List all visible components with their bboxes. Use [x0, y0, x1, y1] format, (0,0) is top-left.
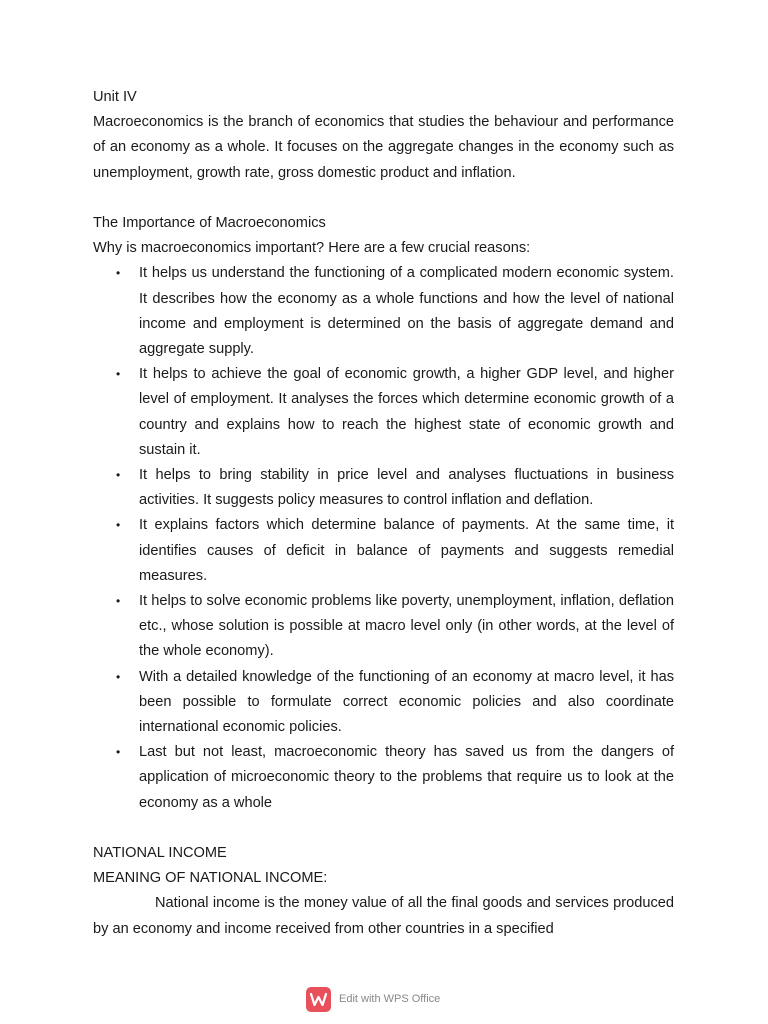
list-item-text: With a detailed knowledge of the functioning of an economy at macro level, it has been possible to formulate correct economic policies and also coordinate international economic policies. [139, 668, 674, 736]
intro-paragraph: Macroeconomics is the branch of economics that studies the behaviour and performance of an economy as a whole. It focuses on the aggregate changes in the economy such as unemployment, growth rate, gross domestic product and inflation. [93, 114, 674, 181]
national-income-heading: NATIONAL INCOME [93, 845, 227, 862]
importance-question: Why is macroeconomics important? Here are a few crucial reasons: [93, 240, 531, 257]
bullet-icon: • [116, 468, 121, 483]
list-item-text: It helps to bring stability in price level and analyses fluctuations in business activities. It suggests policy measures to control inflation and deflation. [139, 467, 674, 509]
bullet-icon: • [116, 367, 121, 382]
list-item [93, 513, 674, 589]
bullet-icon: • [116, 745, 121, 760]
list-item [93, 665, 674, 741]
list-item-text: It helps to achieve the goal of economic growth, a higher GDP level, and higher level of employment. It analyses the forces which determine economic growth of a country and explains how to reach the highest state of economic growth and sustain it. [139, 366, 674, 458]
bullet-icon: • [116, 266, 121, 281]
unit-title: Unit IV [93, 89, 137, 105]
bullet-icon: • [116, 594, 121, 609]
spacer [93, 186, 674, 211]
list-item-text: It helps us understand the functioning of a complicated modern economic system. It describes how the economy as a whole functions and how the level of national income and employment is determined on the basis of aggregate demand and aggregate supply. [139, 265, 674, 358]
wps-logo-icon [306, 987, 331, 1012]
document-page [93, 85, 674, 942]
list-item [93, 463, 674, 513]
wps-edit-banner[interactable] [306, 987, 440, 1011]
meaning-paragraph: National income is the money value of all the final goods and services produced by an economy and income received from other countries in a specified [93, 895, 674, 937]
list-item [93, 261, 674, 362]
importance-heading: The Importance of Macroeconomics [93, 215, 326, 231]
list-item [93, 362, 674, 463]
list-item-text: It helps to solve economic problems like poverty, unemployment, inflation, deflation etc., whose solution is possible at macro level only (in other words, at the level of the whole economy). [139, 593, 674, 660]
bullet-icon: • [116, 669, 121, 684]
wps-edit-label[interactable]: Edit with WPS Office [339, 993, 441, 1005]
list-item [93, 589, 674, 665]
spacer [93, 816, 674, 841]
list-item [93, 740, 674, 816]
reasons-list [93, 261, 674, 815]
meaning-heading: MEANING OF NATIONAL INCOME: [93, 870, 328, 887]
bullet-icon: • [116, 518, 121, 533]
list-item-text: Last but not least, macroeconomic theory has saved us from the dangers of application of microeconomic theory to the problems that require us to look at the economy as a whole [139, 744, 674, 811]
list-item-text: It explains factors which determine balance of payments. At the same time, it identifies causes of deficit in balance of payments and suggests remedial measures. [139, 517, 674, 584]
